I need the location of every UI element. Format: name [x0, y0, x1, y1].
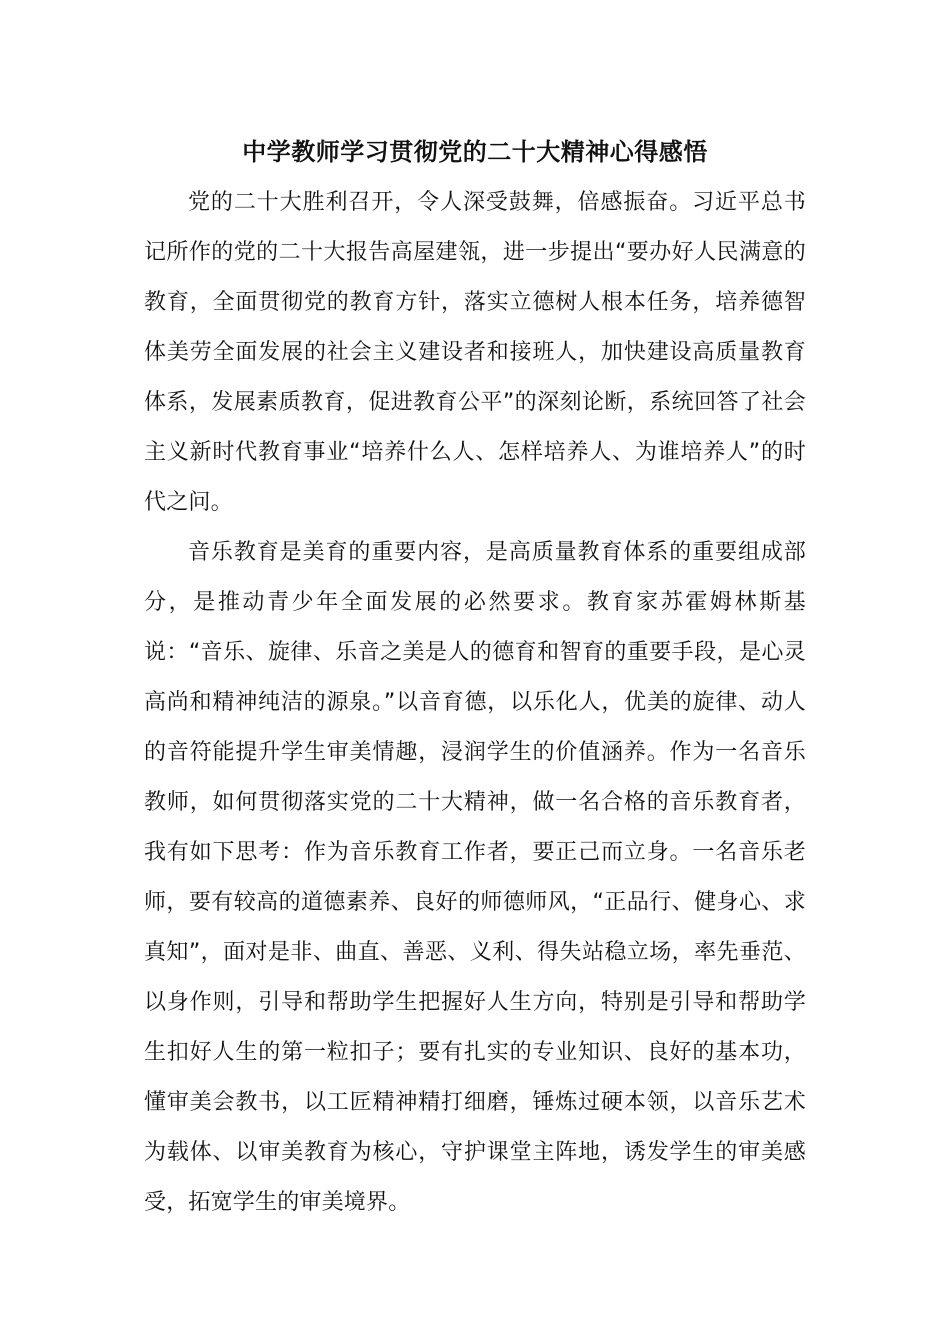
paragraph-1: 党的二十大胜利召开，令人深受鼓舞，倍感振奋。习近平总书记所作的党的二十大报告高屋建瓴，进一步提出“要办好人民满意的教育，全面贯彻党的教育方针，落实立德树人根本任务，培养德智体美劳全面发展的社会主义建设者和接班人，加快建设高质量教育体系，发展素质教育，促进教育公平”的深刻论断，系统回答了社会主义新时代教育事业“培养什么人、怎样培养人、为谁培养人”的时代之问。 — [144, 190, 806, 515]
paragraph-2: 音乐教育是美育的重要内容，是高质量教育体系的重要组成部分，是推动青少年全面发展的必然要求。教育家苏霍姆林斯基说：“音乐、旋律、乐音之美是人的德育和智育的重要手段，是心灵高尚和精神纯洁的源泉。”以音育德，以乐化人，优美的旋律、动人的音符能提升学生审美情趣，浸润学生的价值涵养。作为一名音乐教师，如何贯彻落实党的二十大精神，做一名合格的音乐教育者，我有如下思考：作为音乐教育工作者，要正己而立身。一名音乐老师，要有较高的道德素养、良好的师德师风，“正品行、健身心、求真知”，面对是非、曲直、善恶、义利、得失站稳立场，率先垂范、以身作则，引导和帮助学生把握好人生方向，特别是引导和帮助学生扣好人生的第一粒扣子；要有扎实的专业知识、良好的基本功，懂审美会教书，以工匠精神精打细磨，锤炼过硬本领，以音乐艺术为载体、以审美教育为核心，守护课堂主阵地，诱发学生的审美感受，拓宽学生的审美境界。 — [144, 540, 806, 1215]
document-body — [144, 178, 806, 1228]
document-title: 中学教师学习贯彻党的二十大精神心得感悟 — [242, 138, 708, 166]
